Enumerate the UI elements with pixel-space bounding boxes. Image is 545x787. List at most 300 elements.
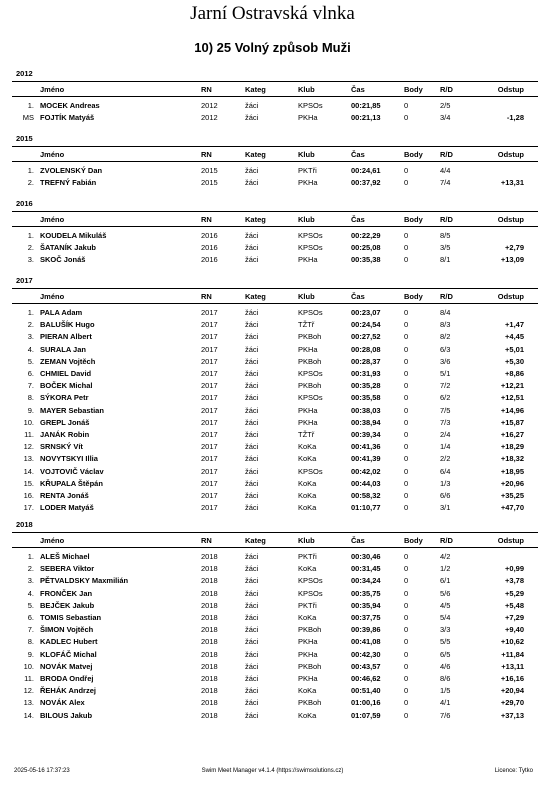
result-rd: 7/6 xyxy=(440,710,451,720)
result-place: 3. xyxy=(27,255,34,265)
result-place: 6. xyxy=(27,369,34,378)
result-klub: KPSOs xyxy=(298,243,323,253)
result-rd: 3/1 xyxy=(440,503,451,513)
result-rd: 8/6 xyxy=(440,674,451,683)
result-rn: 2017 xyxy=(201,454,218,464)
column-header-rd: R/D xyxy=(440,535,453,545)
result-odstup: +18,95 xyxy=(500,466,524,476)
column-header-rd: R/D xyxy=(440,84,453,94)
result-rn: 2018 xyxy=(201,564,218,574)
result-body: 0 xyxy=(404,564,409,574)
result-kateg: žáci xyxy=(245,613,259,622)
result-place: 1. xyxy=(27,231,34,240)
result-cas: 00:21,85 xyxy=(351,101,381,110)
column-header-rn: RN xyxy=(201,214,212,224)
result-kateg: žáci xyxy=(245,308,259,317)
result-rn: 2018 xyxy=(201,674,218,683)
result-cas: 00:44,03 xyxy=(351,478,381,488)
result-klub: PKHa xyxy=(298,113,318,123)
result-odstup: +13,11 xyxy=(501,661,524,671)
column-header-cas: Čas xyxy=(351,291,365,301)
result-body: 0 xyxy=(404,308,409,317)
result-rd: 4/2 xyxy=(440,552,451,561)
result-odstup: +16,27 xyxy=(500,430,524,439)
result-rn: 2018 xyxy=(201,637,218,647)
result-name: NOVYTSKYI Illia xyxy=(40,454,98,464)
result-cas: 00:35,94 xyxy=(351,600,381,610)
result-rn: 2018 xyxy=(201,686,218,696)
result-rn: 2017 xyxy=(201,308,218,317)
result-cas: 00:41,08 xyxy=(351,637,381,647)
result-rn: 2017 xyxy=(201,344,218,354)
result-klub: KPSOs xyxy=(298,576,323,586)
result-rn: 2016 xyxy=(201,255,218,265)
result-name: BEJČEK Jakub xyxy=(40,600,95,610)
column-header-rd: R/D xyxy=(440,149,453,159)
group-year-label: 2012 xyxy=(16,69,33,78)
result-rn: 2018 xyxy=(201,600,218,610)
result-body: 0 xyxy=(404,255,409,265)
result-place: 11. xyxy=(24,430,34,439)
result-body: 0 xyxy=(404,430,409,439)
result-odstup: +18,29 xyxy=(500,442,524,452)
column-header-rd: R/D xyxy=(440,291,453,301)
result-rd: 6/1 xyxy=(440,576,451,586)
result-name: KŘUPALA Štěpán xyxy=(40,478,103,488)
result-odstup: +12,21 xyxy=(500,381,524,391)
result-name: ZEMAN Vojtěch xyxy=(40,356,96,366)
result-klub: PKHa xyxy=(298,178,318,188)
result-rd: 1/4 xyxy=(440,442,451,452)
result-klub: PKHa xyxy=(298,674,318,683)
result-body: 0 xyxy=(404,613,409,622)
result-odstup: +11,84 xyxy=(501,649,524,659)
column-header-klub: Klub xyxy=(298,84,315,94)
table-header-row xyxy=(12,211,538,227)
result-rn: 2017 xyxy=(201,466,218,476)
result-name: RENTA Jonáš xyxy=(40,491,89,500)
result-body: 0 xyxy=(404,576,409,586)
column-header-odstup: Odstup xyxy=(497,214,524,224)
result-odstup: +10,62 xyxy=(500,637,524,647)
result-odstup: +7,29 xyxy=(505,613,524,622)
result-odstup: +4,45 xyxy=(505,332,524,342)
result-cas: 00:46,62 xyxy=(351,674,381,683)
result-rn: 2017 xyxy=(201,369,218,378)
result-rn: 2017 xyxy=(201,417,218,427)
result-name: PĚTVALDSKY Maxmilián xyxy=(40,576,129,586)
result-odstup: +47,70 xyxy=(500,503,524,513)
result-cas: 00:38,94 xyxy=(351,417,381,427)
result-name: ŘEHÁK Andrzej xyxy=(40,686,96,696)
result-odstup: -1,28 xyxy=(506,113,524,123)
result-name: KADLEC Hubert xyxy=(40,637,98,647)
result-odstup: +35,25 xyxy=(500,491,524,500)
result-rd: 7/5 xyxy=(440,405,451,415)
table-header-row xyxy=(12,146,538,162)
result-place: 11. xyxy=(24,674,34,683)
result-body: 0 xyxy=(404,393,409,403)
result-rn: 2017 xyxy=(201,430,218,439)
result-place: 6. xyxy=(27,613,34,622)
result-place: 2. xyxy=(27,320,34,330)
result-body: 0 xyxy=(404,320,409,330)
result-cas: 00:43,57 xyxy=(351,661,381,671)
result-place: 10. xyxy=(23,661,34,671)
result-cas: 00:42,02 xyxy=(351,466,381,476)
result-kateg: žáci xyxy=(245,564,259,574)
result-name: VOJTOVIČ Václav xyxy=(40,466,104,476)
result-name: ŠATANÍK Jakub xyxy=(40,243,96,253)
column-header-rn: RN xyxy=(201,84,212,94)
result-body: 0 xyxy=(404,674,409,683)
result-kateg: žáci xyxy=(245,698,259,708)
column-header-rn: RN xyxy=(201,291,212,301)
result-odstup: +16,16 xyxy=(500,674,524,683)
result-place: 10. xyxy=(23,417,34,427)
result-klub: TŽTř xyxy=(298,430,315,439)
column-header-name: Jméno xyxy=(40,84,65,94)
result-kateg: žáci xyxy=(245,101,259,110)
result-kateg: žáci xyxy=(245,231,259,240)
result-kateg: žáci xyxy=(245,552,259,561)
result-name: SURALA Jan xyxy=(40,344,86,354)
result-cas: 00:51,40 xyxy=(351,686,381,696)
result-rn: 2018 xyxy=(201,698,218,708)
result-body: 0 xyxy=(404,466,409,476)
result-rn: 2018 xyxy=(201,625,218,635)
result-klub: PKTři xyxy=(298,166,317,175)
result-body: 0 xyxy=(404,649,409,659)
result-odstup: +1,47 xyxy=(505,320,524,330)
result-rd: 3/5 xyxy=(440,243,451,253)
result-kateg: žáci xyxy=(245,710,259,720)
result-cas: 00:37,92 xyxy=(351,178,381,188)
result-cas: 00:25,08 xyxy=(351,243,381,253)
result-cas: 00:34,24 xyxy=(351,576,381,586)
result-rd: 8/5 xyxy=(440,231,451,240)
result-rd: 3/4 xyxy=(440,113,451,123)
column-header-cas: Čas xyxy=(351,149,365,159)
result-name: NOVÁK Matvej xyxy=(40,661,93,671)
result-name: NOVÁK Alex xyxy=(40,698,85,708)
result-klub: PKTři xyxy=(298,552,317,561)
result-rd: 8/4 xyxy=(440,308,451,317)
event-title: 10) 25 Volný způsob Muži xyxy=(194,40,351,55)
result-rd: 8/2 xyxy=(440,332,451,342)
result-rn: 2017 xyxy=(201,442,218,452)
column-header-rn: RN xyxy=(201,149,212,159)
result-kateg: žáci xyxy=(245,243,259,253)
result-odstup: +0,99 xyxy=(505,564,524,574)
result-body: 0 xyxy=(404,369,409,378)
result-rd: 5/1 xyxy=(440,369,451,378)
result-body: 0 xyxy=(404,661,409,671)
result-cas: 00:24,54 xyxy=(351,320,381,330)
result-odstup: +5,48 xyxy=(505,600,524,610)
result-rn: 2017 xyxy=(201,381,218,391)
result-place: 9. xyxy=(27,405,34,415)
result-name: BALUŠÍK Hugo xyxy=(40,320,95,330)
result-body: 0 xyxy=(404,344,409,354)
result-klub: KoKa xyxy=(298,564,317,574)
column-header-body: Body xyxy=(404,291,423,301)
result-rn: 2012 xyxy=(201,113,218,123)
result-klub: PKBoh xyxy=(298,381,322,391)
column-header-odstup: Odstup xyxy=(497,535,524,545)
result-rn: 2018 xyxy=(201,576,218,586)
result-rn: 2015 xyxy=(201,178,218,188)
result-klub: PKTři xyxy=(298,600,317,610)
result-place: 5. xyxy=(27,356,34,366)
result-cas: 00:31,45 xyxy=(351,564,381,574)
column-header-body: Body xyxy=(404,149,423,159)
result-rn: 2018 xyxy=(201,552,218,561)
result-place: 1. xyxy=(27,101,34,110)
result-odstup: +18,32 xyxy=(500,454,524,464)
result-cas: 00:37,75 xyxy=(351,613,381,622)
result-klub: PKBoh xyxy=(298,625,322,635)
result-klub: PKHa xyxy=(298,637,318,647)
result-klub: KPSOs xyxy=(298,393,323,403)
document-title: Jarní Ostravská vlnka xyxy=(190,3,355,24)
result-place: 14. xyxy=(23,710,34,720)
column-header-odstup: Odstup xyxy=(497,291,524,301)
column-header-klub: Klub xyxy=(298,214,315,224)
result-place: 4. xyxy=(27,344,34,354)
result-name: BOČEK Michal xyxy=(40,381,93,391)
result-kateg: žáci xyxy=(245,405,259,415)
result-body: 0 xyxy=(404,698,409,708)
result-place: 13. xyxy=(23,698,34,708)
result-klub: KPSOs xyxy=(298,588,323,598)
result-place: 2. xyxy=(27,243,34,253)
result-cas: 00:38,03 xyxy=(351,405,381,415)
result-klub: KPSOs xyxy=(298,466,323,476)
result-name: SÝKORA Petr xyxy=(40,393,89,403)
result-rn: 2015 xyxy=(201,166,218,175)
group-year-label: 2015 xyxy=(16,134,33,143)
result-body: 0 xyxy=(404,417,409,427)
result-body: 0 xyxy=(404,588,409,598)
result-kateg: žáci xyxy=(245,491,259,500)
result-klub: PKHa xyxy=(298,649,318,659)
result-rn: 2018 xyxy=(201,649,218,659)
result-rd: 7/2 xyxy=(440,381,451,391)
result-place: 9. xyxy=(27,649,34,659)
result-kateg: žáci xyxy=(245,637,259,647)
result-klub: KoKa xyxy=(298,503,317,513)
column-header-name: Jméno xyxy=(40,149,65,159)
result-kateg: žáci xyxy=(245,576,259,586)
result-cas: 00:35,38 xyxy=(351,255,381,265)
result-kateg: žáci xyxy=(245,344,259,354)
result-rd: 4/6 xyxy=(440,661,451,671)
result-cas: 00:31,93 xyxy=(351,369,381,378)
result-cas: 00:24,61 xyxy=(351,166,381,175)
footer-software: Swim Meet Manager v4.1.4 (https://swimsolutions.cz) xyxy=(201,768,344,774)
result-place: 13. xyxy=(23,454,34,464)
result-rd: 1/2 xyxy=(440,564,451,574)
result-place: 7. xyxy=(27,381,34,391)
result-body: 0 xyxy=(404,381,409,391)
result-klub: KoKa xyxy=(298,491,317,500)
result-kateg: žáci xyxy=(245,478,259,488)
result-klub: PKBoh xyxy=(298,698,322,708)
result-place: 3. xyxy=(27,332,34,342)
result-name: CHMIEL David xyxy=(40,369,92,378)
result-name: LODER Matyáš xyxy=(40,503,94,513)
result-odstup: +15,87 xyxy=(500,417,524,427)
result-cas: 00:21,13 xyxy=(351,113,381,123)
footer-timestamp: 2025-05-16 17:37:23 xyxy=(14,768,70,774)
result-rn: 2017 xyxy=(201,332,218,342)
result-body: 0 xyxy=(404,491,409,500)
result-place: 12. xyxy=(23,686,34,696)
result-kateg: žáci xyxy=(245,166,259,175)
result-body: 0 xyxy=(404,625,409,635)
result-place: 8. xyxy=(27,393,34,403)
result-rd: 8/3 xyxy=(440,320,451,330)
result-rd: 5/6 xyxy=(440,588,451,598)
result-rd: 5/4 xyxy=(440,613,451,622)
table-header-row xyxy=(12,81,538,97)
result-name: FRONČEK Jan xyxy=(40,588,93,598)
result-cas: 00:28,08 xyxy=(351,344,381,354)
result-kateg: žáci xyxy=(245,661,259,671)
result-cas: 00:39,34 xyxy=(351,430,381,439)
result-rn: 2018 xyxy=(201,588,218,598)
result-kateg: žáci xyxy=(245,369,259,378)
result-cas: 00:39,86 xyxy=(351,625,381,635)
result-kateg: žáci xyxy=(245,178,259,188)
column-header-name: Jméno xyxy=(40,535,65,545)
column-header-rd: R/D xyxy=(440,214,453,224)
result-odstup: +14,96 xyxy=(500,405,524,415)
result-klub: PKBoh xyxy=(298,356,322,366)
result-cas: 00:28,37 xyxy=(351,356,381,366)
result-name: SKOČ Jonáš xyxy=(40,255,86,265)
group-year-label: 2016 xyxy=(16,199,33,208)
result-klub: TŽTř xyxy=(298,320,315,330)
result-rn: 2016 xyxy=(201,243,218,253)
result-place: 2. xyxy=(27,564,34,574)
result-rd: 1/3 xyxy=(440,478,451,488)
result-klub: KoKa xyxy=(298,478,317,488)
result-body: 0 xyxy=(404,101,409,110)
result-rd: 4/5 xyxy=(440,600,451,610)
result-rn: 2017 xyxy=(201,491,218,500)
result-place: 16. xyxy=(23,491,34,500)
result-kateg: žáci xyxy=(245,417,259,427)
column-header-kateg: Kateg xyxy=(245,214,266,224)
result-rd: 8/1 xyxy=(440,255,451,265)
result-kateg: žáci xyxy=(245,625,259,635)
result-name: TREFNÝ Fabián xyxy=(40,178,97,188)
result-klub: KoKa xyxy=(298,442,317,452)
result-body: 0 xyxy=(404,710,409,720)
column-header-klub: Klub xyxy=(298,535,315,545)
result-rd: 6/3 xyxy=(440,344,451,354)
result-odstup: +5,29 xyxy=(505,588,524,598)
result-place: 4. xyxy=(27,588,34,598)
result-body: 0 xyxy=(404,637,409,647)
column-header-cas: Čas xyxy=(351,84,365,94)
result-rd: 3/6 xyxy=(440,356,451,366)
column-header-klub: Klub xyxy=(298,291,315,301)
result-name: JANÁK Robin xyxy=(40,430,90,439)
result-klub: KPSOs xyxy=(298,369,323,378)
result-body: 0 xyxy=(404,231,409,240)
result-name: ALEŠ Michael xyxy=(40,552,90,561)
result-cas: 01:10,77 xyxy=(351,503,381,513)
result-klub: KoKa xyxy=(298,454,317,464)
result-klub: PKHa xyxy=(298,417,318,427)
result-rn: 2017 xyxy=(201,405,218,415)
result-name: MOCEK Andreas xyxy=(40,101,100,110)
column-header-odstup: Odstup xyxy=(497,149,524,159)
result-klub: PKHa xyxy=(298,405,318,415)
result-body: 0 xyxy=(404,686,409,696)
result-cas: 00:30,46 xyxy=(351,552,381,561)
result-odstup: +2,79 xyxy=(505,243,524,253)
result-klub: PKHa xyxy=(298,255,318,265)
result-rn: 2018 xyxy=(201,613,218,622)
result-odstup: +37,13 xyxy=(500,710,524,720)
result-cas: 01:07,59 xyxy=(351,710,381,720)
result-name: BRODA Ondřej xyxy=(40,674,94,683)
result-place: 14. xyxy=(23,466,34,476)
result-rn: 2017 xyxy=(201,503,218,513)
result-body: 0 xyxy=(404,405,409,415)
result-cas: 00:35,75 xyxy=(351,588,381,598)
result-kateg: žáci xyxy=(245,113,259,123)
result-odstup: +29,70 xyxy=(500,698,524,708)
result-odstup: +8,86 xyxy=(505,369,524,378)
result-rd: 4/1 xyxy=(440,698,451,708)
result-klub: KoKa xyxy=(298,686,317,696)
result-cas: 00:41,39 xyxy=(351,454,381,464)
result-rd: 7/4 xyxy=(440,178,451,188)
result-odstup: +20,96 xyxy=(500,478,524,488)
result-name: ŠIMON Vojtěch xyxy=(40,625,94,635)
result-odstup: +5,01 xyxy=(505,344,524,354)
result-rn: 2018 xyxy=(201,661,218,671)
result-odstup: +12,51 xyxy=(500,393,524,403)
result-cas: 00:35,28 xyxy=(351,381,381,391)
result-place: 1. xyxy=(27,552,34,561)
result-name: SRNSKÝ Vít xyxy=(40,442,83,452)
result-kateg: žáci xyxy=(245,600,259,610)
result-rn: 2016 xyxy=(201,231,218,240)
result-kateg: žáci xyxy=(245,503,259,513)
result-place: 2. xyxy=(27,178,34,188)
result-klub: PKBoh xyxy=(298,661,322,671)
result-kateg: žáci xyxy=(245,442,259,452)
result-rn: 2017 xyxy=(201,320,218,330)
result-cas: 00:42,30 xyxy=(351,649,381,659)
result-name: KOUDELA Mikuláš xyxy=(40,231,107,240)
result-body: 0 xyxy=(404,442,409,452)
result-body: 0 xyxy=(404,552,409,561)
result-body: 0 xyxy=(404,243,409,253)
result-name: ZVOLENSKÝ Dan xyxy=(40,166,103,175)
result-rd: 6/4 xyxy=(440,466,451,476)
result-rn: 2017 xyxy=(201,478,218,488)
result-body: 0 xyxy=(404,332,409,342)
result-rn: 2012 xyxy=(201,101,218,110)
result-rd: 2/2 xyxy=(440,454,451,464)
